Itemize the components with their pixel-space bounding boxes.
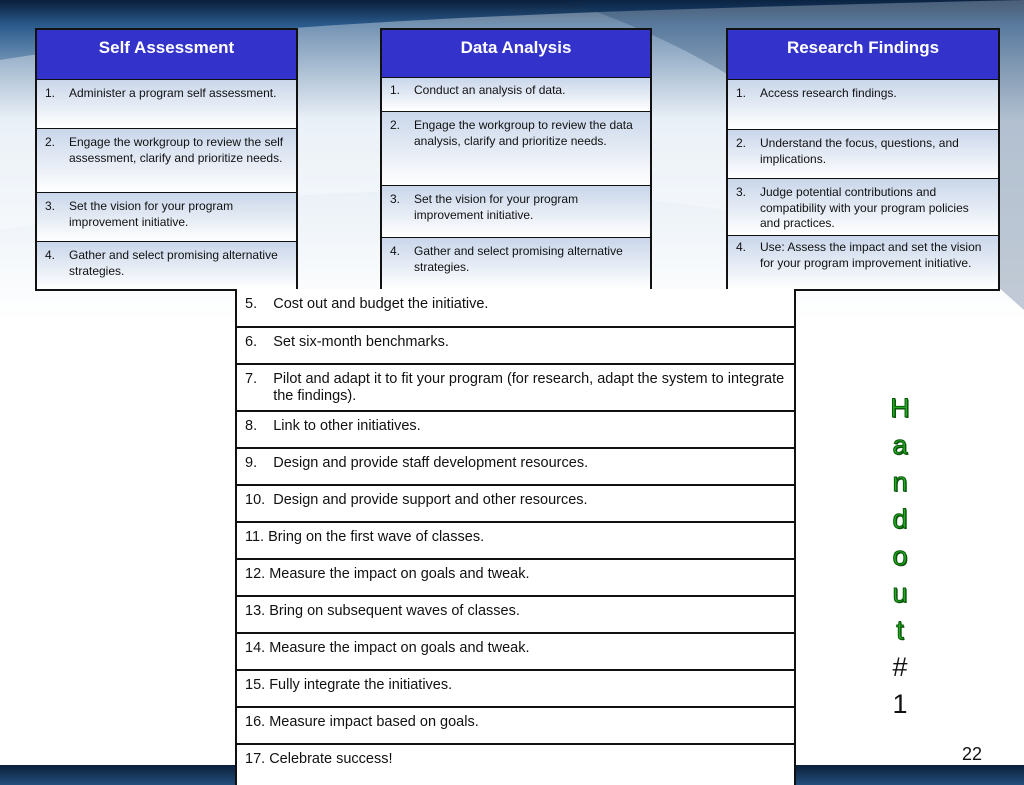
step-number: 15. bbox=[245, 677, 270, 693]
handout-letter: o bbox=[892, 541, 908, 571]
data-analysis-header: Data Analysis bbox=[382, 30, 650, 78]
step-row bbox=[237, 523, 794, 560]
step-text: Celebrate success! bbox=[269, 751, 393, 767]
item-number: 1. bbox=[45, 86, 56, 100]
data-analysis-item bbox=[382, 78, 650, 112]
item-text: Gather and select promising alternative strategies. bbox=[414, 244, 623, 274]
item-number: 2. bbox=[736, 136, 747, 150]
step-number: 9. bbox=[245, 455, 274, 471]
step-number: 5. bbox=[245, 296, 274, 312]
handout-letter: n bbox=[892, 467, 908, 497]
step-row bbox=[237, 560, 794, 597]
step-row bbox=[237, 745, 794, 785]
handout-letter: t bbox=[896, 615, 904, 645]
handout-label bbox=[880, 390, 920, 723]
item-number: 1. bbox=[390, 83, 401, 97]
step-text: Bring on the first wave of classes. bbox=[268, 529, 485, 545]
item-text: Use: Assess the impact and set the vision for your program improvement initiative. bbox=[760, 240, 982, 270]
data-analysis-item bbox=[382, 112, 650, 186]
step-text: Bring on subsequent waves of classes. bbox=[269, 603, 520, 619]
step-text: Cost out and budget the initiative. bbox=[273, 296, 489, 312]
item-text: Set the vision for your program improvement initiative. bbox=[414, 192, 579, 222]
self-assessment-item bbox=[37, 242, 296, 289]
item-text: Engage the workgroup to review the self assessment, clarify and prioritize needs. bbox=[69, 135, 284, 165]
self-assessment-item bbox=[37, 193, 296, 242]
handout-letter: H bbox=[890, 393, 910, 423]
research-findings-item bbox=[728, 179, 998, 236]
item-text: Set the vision for your program improvement initiative. bbox=[69, 199, 234, 229]
research-findings-header: Research Findings bbox=[728, 30, 998, 80]
page-number: 22 bbox=[962, 744, 983, 764]
item-number: 3. bbox=[390, 192, 401, 206]
step-row bbox=[237, 486, 794, 523]
research-findings-item bbox=[728, 80, 998, 130]
step-text: Fully integrate the initiatives. bbox=[269, 677, 453, 693]
step-number: 12. bbox=[245, 566, 270, 582]
research-findings-item bbox=[728, 130, 998, 179]
step-row bbox=[237, 449, 794, 486]
self-assessment-item bbox=[37, 80, 296, 129]
step-number: 14. bbox=[245, 640, 270, 656]
step-text: Design and provide staff development resources. bbox=[273, 455, 589, 471]
item-number: 3. bbox=[736, 185, 747, 199]
step-row bbox=[237, 634, 794, 671]
step-number: 13. bbox=[245, 603, 270, 619]
step-text: Set six-month benchmarks. bbox=[273, 334, 449, 350]
handout-letter: d bbox=[892, 504, 908, 534]
self-assessment-item bbox=[37, 129, 296, 193]
step-number: 17. bbox=[245, 751, 270, 767]
data-analysis-item bbox=[382, 186, 650, 238]
shared-steps-table bbox=[235, 289, 796, 785]
item-number: 2. bbox=[45, 135, 56, 149]
step-number: 7. bbox=[245, 371, 274, 387]
item-text: Gather and select promising alternative strategies. bbox=[69, 248, 278, 278]
handout-letter: u bbox=[892, 578, 908, 608]
self-assessment-header: Self Assessment bbox=[37, 30, 296, 80]
item-number: 2. bbox=[390, 118, 401, 132]
item-number: 3. bbox=[45, 199, 56, 213]
data-analysis-item bbox=[382, 238, 650, 289]
handout-number: 1 bbox=[892, 689, 908, 719]
step-row bbox=[237, 671, 794, 708]
item-text: Judge potential contributions and compatibility with your program policies and practices. bbox=[760, 185, 969, 230]
item-number: 4. bbox=[45, 248, 56, 262]
step-row bbox=[237, 365, 794, 412]
item-text: Understand the focus, questions, and implications. bbox=[760, 136, 959, 166]
data-analysis-table bbox=[380, 28, 652, 291]
handout-hash: # bbox=[892, 652, 908, 682]
step-row bbox=[237, 289, 794, 328]
item-text: Administer a program self assessment. bbox=[69, 86, 277, 100]
step-row bbox=[237, 328, 794, 365]
step-row bbox=[237, 708, 794, 745]
step-row bbox=[237, 597, 794, 634]
step-number: 8. bbox=[245, 418, 274, 434]
item-number: 1. bbox=[736, 86, 747, 100]
research-findings-table bbox=[726, 28, 1000, 291]
step-text: Measure impact based on goals. bbox=[269, 714, 479, 730]
step-number: 6. bbox=[245, 334, 274, 350]
step-number: 11. bbox=[245, 529, 269, 545]
step-text: Pilot and adapt it to fit your program (for research, adapt the system to integrate the findings). bbox=[273, 371, 785, 404]
handout-letter: a bbox=[892, 430, 908, 460]
item-text: Engage the workgroup to review the data analysis, clarify and prioritize needs. bbox=[414, 118, 633, 148]
step-row bbox=[237, 412, 794, 449]
self-assessment-table bbox=[35, 28, 298, 291]
step-text: Design and provide support and other resources. bbox=[273, 492, 588, 508]
item-number: 4. bbox=[736, 240, 747, 254]
research-findings-item bbox=[728, 236, 998, 289]
step-text: Measure the impact on goals and tweak. bbox=[269, 640, 530, 656]
item-number: 4. bbox=[390, 244, 401, 258]
step-number: 10. bbox=[245, 492, 274, 508]
step-text: Measure the impact on goals and tweak. bbox=[269, 566, 530, 582]
step-text: Link to other initiatives. bbox=[273, 418, 421, 434]
step-number: 16. bbox=[245, 714, 270, 730]
item-text: Access research findings. bbox=[760, 86, 897, 100]
item-text: Conduct an analysis of data. bbox=[414, 83, 566, 97]
